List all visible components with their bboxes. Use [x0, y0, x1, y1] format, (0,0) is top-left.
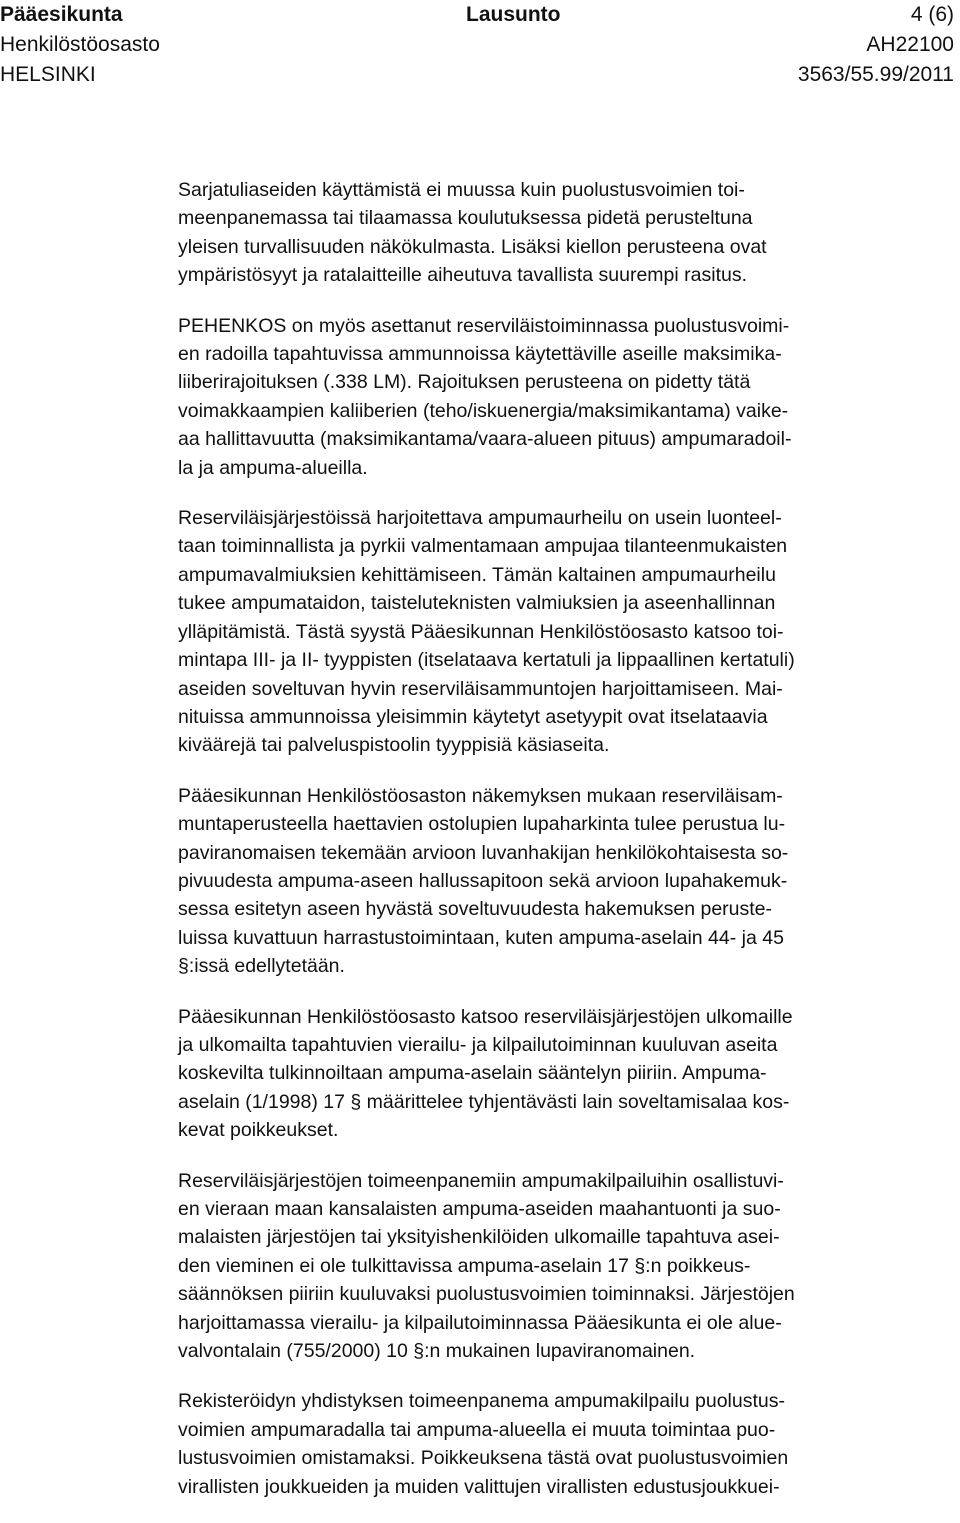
paragraph-line: luissa kuvattuun harrastustoimintaan, kuten ampuma-aselain 44- ja 45	[178, 926, 784, 949]
header-row-1	[0, 0, 960, 30]
paragraph-line: den vieminen ei ole tulkittavissa ampuma-aselain 17 §:n poikkeus-	[178, 1254, 751, 1277]
paragraph-line: yleisen turvallisuuden näkökulmasta. Lisäksi kiellon perusteena ovat	[178, 235, 767, 258]
body-paragraph	[178, 1387, 954, 1501]
paragraph-line: en radoilla tapahtuvissa ammunnoissa käytettäville aseille maksimika-	[178, 343, 782, 366]
document-code: AH22100	[866, 33, 954, 56]
header-row-2	[0, 30, 960, 60]
document-body	[178, 176, 954, 1523]
page-number: 4 (6)	[910, 3, 954, 26]
paragraph-line: liiberirajoituksen (.338 LM). Rajoituksen perusteena on pidetty tätä	[178, 371, 751, 394]
paragraph-line: aselain (1/1998) 17 § määrittelee tyhjentävästi lain soveltamisalaa kos-	[178, 1090, 790, 1113]
paragraph-line: virallisten joukkueiden ja muiden valittujen virallisten edustusjoukkuei-	[178, 1475, 780, 1498]
body-paragraph	[178, 1003, 954, 1145]
organization-name: Pääesikunta	[0, 3, 123, 26]
paragraph-line: aa hallittavuutta (maksimikantama/vaara-alueen pituus) ampumaradoil-	[178, 428, 792, 451]
paragraph-line: Rekisteröidyn yhdistyksen toimeenpanema ampumakilpailu puolustus-	[178, 1390, 785, 1413]
paragraph-line: valvontalain (755/2000) 10 §:n mukainen lupaviranomainen.	[178, 1340, 696, 1363]
body-paragraph	[178, 176, 954, 290]
paragraph-line: mintapa III- ja II- tyyppisten (itselataava kertatuli ja lippaallinen kertatuli)	[178, 649, 795, 672]
paragraph-line: Reserviläisjärjestöjen toimeenpanemiin ampumakilpailuihin osallistuvi-	[178, 1169, 784, 1192]
paragraph-line: sessa esitetyn aseen hyvästä soveltuvuudesta hakemuksen peruste-	[178, 898, 773, 921]
body-paragraph	[178, 504, 954, 760]
paragraph-line: säännöksen piiriin kuuluvaksi puolustusvoimien toiminnaksi. Järjestöjen	[178, 1283, 795, 1306]
paragraph-line: koskevilta tulkinnoiltaan ampuma-aselain sääntelyn piiriin. Ampuma-	[178, 1062, 767, 1085]
paragraph-line: Pääesikunnan Henkilöstöosaston näkemyksen mukaan reserviläisam-	[178, 784, 783, 807]
paragraph-line: tukee ampumataidon, taisteluteknisten valmiuksien ja aseenhallinnan	[178, 592, 776, 615]
document-header	[0, 0, 960, 90]
paragraph-line: voimakkaampien kaliiberien (teho/iskuenergia/maksimikantama) vaike-	[178, 399, 789, 422]
paragraph-line: ympäristösyyt ja ratalaitteille aiheutuva tavallista suurempi rasitus.	[178, 264, 747, 287]
paragraph-line: Reserviläisjärjestöissä harjoitettava ampumaurheilu on usein luonteel-	[178, 507, 782, 530]
paragraph-line: en vieraan maan kansalaisten ampuma-aseiden maahantuonti ja suo-	[178, 1198, 781, 1220]
document-type: Lausunto	[466, 3, 561, 26]
paragraph-line: taan toiminnallista ja pyrkii valmentamaan ampujaa tilanteenmukaisten	[178, 535, 788, 558]
header-row-3	[0, 60, 960, 90]
paragraph-line: nituissa ammunnoissa yleisimmin käytetyt asetyypit ovat itselataavia	[178, 705, 768, 728]
paragraph-line: PEHENKOS on myös asettanut reserviläistoiminnassa puolustusvoimi-	[178, 314, 790, 337]
paragraph-line: Sarjatuliaseiden käyttämistä ei muussa kuin puolustusvoimien toi-	[178, 179, 745, 201]
paragraph-line: voimien ampumaradalla tai ampuma-alueella ei muuta toimintaa puo-	[178, 1418, 776, 1441]
paragraph-line: ampumavalmiuksien kehittämiseen. Tämän kaltainen ampumaurheilu	[178, 563, 776, 586]
reference-number: 3563/55.99/2011	[797, 63, 954, 86]
paragraph-line: Pääesikunnan Henkilöstöosasto katsoo reserviläisjärjestöjen ulkomaille	[178, 1005, 793, 1028]
city-name: HELSINKI	[0, 63, 96, 86]
paragraph-line: ylläpitämistä. Tästä syystä Pääesikunnan Henkilöstöosasto katsoo toi-	[178, 620, 784, 643]
paragraph-line: paviranomaisen tekemään arvioon luvanhakijan henkilökohtaisesta so-	[178, 841, 789, 864]
paragraph-line: la ja ampuma-alueilla.	[178, 456, 368, 479]
body-paragraph	[178, 782, 954, 981]
paragraph-line: aseiden soveltuvan hyvin reserviläisammuntojen harjoittamiseen. Mai-	[178, 677, 783, 700]
paragraph-line: harjoittamassa vierailu- ja kilpailutoiminnassa Pääesikunta ei ole alue-	[178, 1311, 782, 1334]
paragraph-line: §:issä edellytetään.	[178, 955, 345, 978]
paragraph-line: ja ulkomailta tapahtuvien vierailu- ja kilpailutoiminnan kuuluvan aseita	[178, 1033, 778, 1056]
body-paragraph	[178, 312, 954, 482]
paragraph-line: pivuudesta ampuma-aseen hallussapitoon sekä arvioon lupahakemuk-	[178, 869, 788, 892]
paragraph-line: lustusvoimien omistamaksi. Poikkeuksena tästä ovat puolustusvoimien	[178, 1447, 789, 1470]
paragraph-line: meenpanemassa tai tilaamassa koulutuksessa pidetä perusteltuna	[178, 207, 753, 230]
department-name: Henkilöstöosasto	[0, 33, 160, 56]
paragraph-line: kevat poikkeukset.	[178, 1119, 339, 1142]
paragraph-line: kiväärejä tai palveluspistoolin tyyppisiä käsiaseita.	[178, 734, 610, 757]
paragraph-line: muntaperusteella haettavien ostolupien lupaharkinta tulee perustua lu-	[178, 813, 786, 836]
paragraph-line: malaisten järjestöjen tai yksityishenkilöiden ulkomaille tapahtuva asei-	[178, 1226, 780, 1249]
body-paragraph	[178, 1167, 954, 1366]
